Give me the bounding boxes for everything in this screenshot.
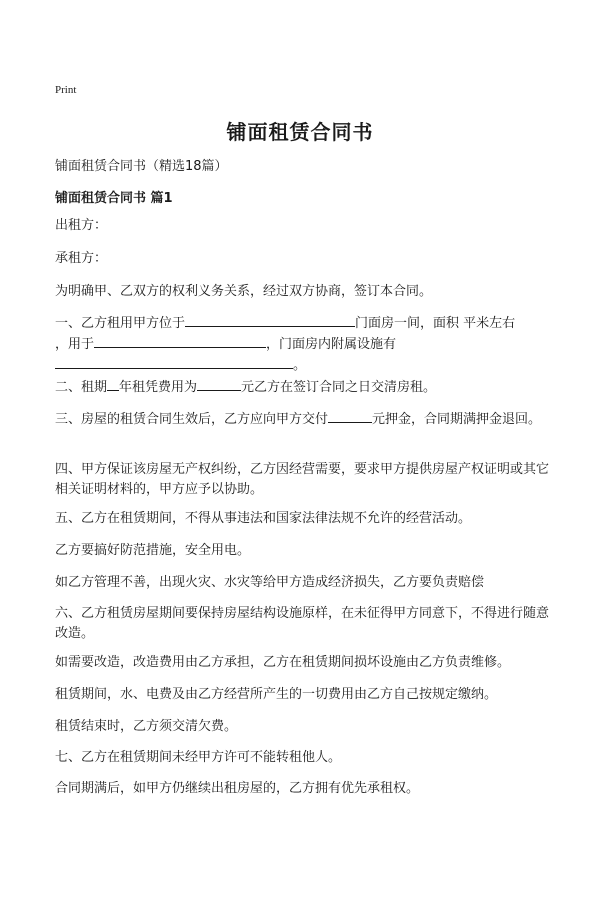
arrears-paragraph: 租赁结束时，乙方须交清欠费。 [55, 719, 238, 734]
print-link[interactable]: Print [55, 84, 77, 96]
document-subtitle: 铺面租赁合同书（精选18篇） [55, 159, 228, 174]
clause-1 [55, 313, 555, 376]
deposit-blank [328, 409, 372, 423]
clause-2 [55, 377, 555, 398]
lessee-line: 承租方： [55, 251, 108, 266]
clause-3-text-a: 三、房屋的租赁合同生效后，乙方应向甲方交付 [55, 412, 329, 427]
clause-1-text-c: ，用于 [55, 337, 95, 352]
clause-7: 七、乙方在租赁期间未经甲方许可不能转租他人。 [55, 750, 342, 765]
term-blank [107, 377, 119, 391]
safety-paragraph: 乙方要搞好防范措施，安全用电。 [55, 543, 251, 558]
section-heading: 铺面租赁合同书 篇1 [55, 191, 173, 206]
renewal-paragraph: 合同期满后，如甲方仍继续出租房屋的，乙方拥有优先承租权。 [55, 781, 420, 796]
clause-6: 六、乙方租赁房屋期间要保持房屋结构设施原样，在未征得甲方同意下，不得进行随意改造。 [55, 606, 550, 641]
clause-1-text-e: 。 [293, 358, 307, 373]
clause-3 [55, 409, 555, 430]
clause-1-text-b: 门面房一间，面积 平米左右 [355, 316, 516, 331]
clause-1-text-a: 一、乙方租用甲方位于 [55, 316, 186, 331]
lessor-line: 出租方： [55, 218, 108, 233]
utilities-paragraph: 租赁期间，水、电费及由乙方经营所产生的一切费用由乙方自己按规定缴纳。 [55, 687, 498, 702]
clause-3-text-b: 元押金，合同期满押金退回。 [372, 412, 542, 427]
rent-blank [197, 377, 241, 391]
clause-2-text-a: 二、租期 [55, 380, 108, 395]
clause-1-text-d: ，门面房内附属设施有 [266, 337, 397, 352]
facilities-blank [55, 355, 293, 369]
clause-4: 四、甲方保证该房屋无产权纠纷，乙方因经营需要，要求甲方提供房屋产权证明或其它相关证明材料的，甲方应予以协助。 [55, 462, 550, 497]
usage-blank [94, 334, 266, 348]
location-blank [185, 313, 355, 327]
clause-2-text-b: 年租凭费用为 [119, 380, 198, 395]
intro-paragraph: 为明确甲、乙双方的权利义务关系，经过双方协商，签订本合同。 [55, 284, 433, 299]
renovation-paragraph: 如需要改造，改造费用由乙方承担，乙方在租赁期间损坏设施由乙方负责维修。 [55, 655, 511, 670]
clause-5: 五、乙方在租赁期间，不得从事违法和国家法律法规不允许的经营活动。 [55, 511, 472, 526]
document-title: 铺面租赁合同书 [226, 120, 374, 144]
clause-2-text-c: 元乙方在签订合同之日交清房租。 [241, 380, 437, 395]
liability-paragraph: 如乙方管理不善，出现火灾、水灾等给甲方造成经济损失，乙方要负责赔偿 [55, 575, 485, 590]
